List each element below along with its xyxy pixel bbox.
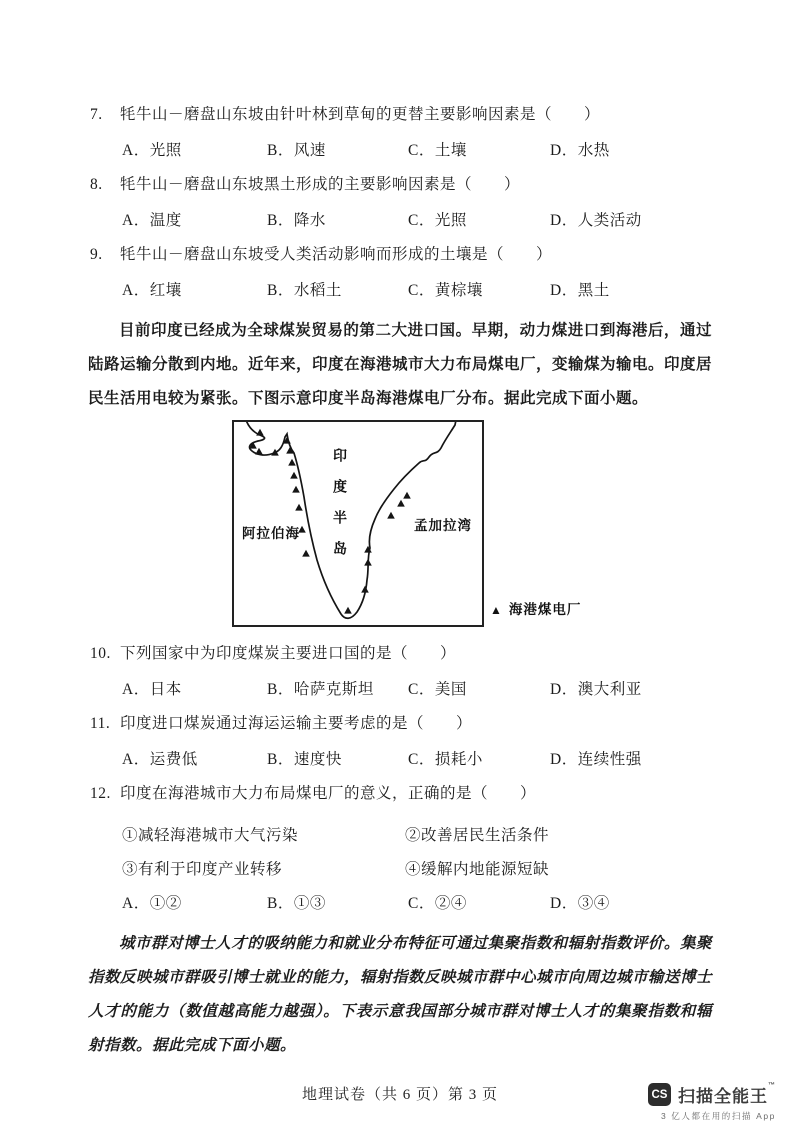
india-map-frame (232, 420, 484, 627)
option-a: A．运费低 (122, 751, 198, 768)
question-10-options (122, 679, 760, 701)
passage-india-coal: 目前印度已经成为全球煤炭贸易的第二大进口国。早期，动力煤进口到海港后，通过陆路运输分散到内地。近年来，印度在海港城市大力布局煤电厂，变输煤为输电。印度居民生活用电较为紧张。下图示意印度半岛海港煤电厂分布。据此完成下面小题。 (88, 322, 713, 407)
question-number: 11. (90, 715, 111, 732)
coal-plant-marker (295, 504, 303, 511)
option-b: B．①③ (267, 895, 326, 912)
coal-plant-marker (364, 546, 372, 553)
coal-plant-marker (344, 607, 352, 614)
question-stem: 牦牛山－磨盘山东坡受人类活动影响而形成的土壤是（ ） (120, 246, 553, 263)
option-d: D．黑土 (550, 282, 610, 299)
coal-plant-marker (403, 492, 411, 499)
coal-plant-marker (288, 459, 296, 466)
question-11-options (122, 749, 760, 771)
option-a: A．光照 (122, 142, 182, 159)
option-a: A．日本 (122, 681, 182, 698)
coal-plant-marker (271, 449, 279, 456)
question-7-options (122, 140, 760, 162)
option-c: C．②④ (408, 895, 467, 912)
option-d: D．连续性强 (550, 751, 642, 768)
option-b: B．降水 (267, 212, 326, 229)
coal-plant-marker (255, 448, 263, 455)
question-stem: 下列国家中为印度煤炭主要进口国的是（ ） (120, 645, 457, 662)
question-11 (90, 713, 740, 735)
question-8 (90, 174, 740, 196)
question-number: 7. (90, 106, 103, 123)
subitem-2: ②改善居民生活条件 (405, 827, 550, 844)
label-india-peninsula: 印度半岛 (331, 448, 346, 572)
option-b: B．哈萨克斯坦 (267, 681, 374, 698)
option-b: B．风速 (267, 142, 326, 159)
coal-plant-marker (256, 429, 264, 436)
option-c: C．土壤 (408, 142, 467, 159)
passage-city-cluster: 城市群对博士人才的吸纳能力和就业分布特征可通过集聚指数和辐射指数评价。集聚指数反映城市群吸引博士就业的能力，辐射指数反映城市群中心城市向周边城市输送博士人才的能力（数值越高能力越强）。下表示意我国部分城市群对博士人才的集聚指数和辐射指数。据此完成下面小题。 (88, 935, 713, 1054)
option-c: C．美国 (408, 681, 467, 698)
question-stem: 印度进口煤炭通过海运运输主要考虑的是（ ） (120, 715, 473, 732)
option-b: B．水稻土 (267, 282, 342, 299)
camscanner-logo-icon: CS (648, 1083, 671, 1106)
question-9-options (122, 280, 760, 302)
option-a: A．红壤 (122, 282, 182, 299)
scanner-watermark (648, 1082, 776, 1122)
coal-plant-marker (290, 472, 298, 479)
question-stem: 牦牛山－磨盘山东坡由针叶林到草甸的更替主要影响因素是（ ） (120, 106, 601, 123)
option-a: A．①② (122, 895, 182, 912)
scanner-app-name (678, 1082, 776, 1107)
question-12 (90, 783, 740, 805)
label-bay-of-bengal: 孟加拉湾 (414, 518, 472, 533)
option-d: D．人类活动 (550, 212, 642, 229)
coal-plant-marker (387, 512, 395, 519)
subitem-3: ③有利于印度产业转移 (122, 861, 283, 878)
label-arabian-sea: 阿拉伯海 (242, 526, 300, 541)
option-c: C．黄棕壤 (408, 282, 483, 299)
question-8-options (122, 210, 760, 232)
map-legend (490, 598, 581, 618)
trademark-mark: ™ (768, 1082, 776, 1089)
india-map-figure (232, 420, 792, 631)
option-c: C．光照 (408, 212, 467, 229)
question-stem: 牦牛山－磨盘山东坡黑土形成的主要影响因素是（ ） (120, 176, 521, 193)
coal-plant-marker (361, 586, 369, 593)
coal-plant-marker (292, 486, 300, 493)
question-number: 9. (90, 246, 103, 263)
question-number: 8. (90, 176, 103, 193)
question-number: 10. (90, 645, 111, 662)
option-b: B．速度快 (267, 751, 342, 768)
coal-plant-marker (364, 559, 372, 566)
coal-plant-legend-icon: ▲ (490, 603, 503, 617)
subitem-1: ①减轻海港城市大气污染 (122, 827, 299, 844)
question-10 (90, 643, 740, 665)
scanner-app-name-text: 扫描全能王 (678, 1087, 768, 1106)
legend-label: 海港煤电厂 (508, 602, 582, 617)
question-7 (90, 104, 740, 126)
question-stem: 印度在海港城市大力布局煤电厂的意义，正确的是（ ） (120, 785, 537, 802)
option-c: C．损耗小 (408, 751, 483, 768)
page-footer: 地理试卷（共 6 页）第 3 页 (301, 1087, 498, 1103)
option-d: D．水热 (550, 142, 610, 159)
question-9 (90, 244, 740, 266)
coal-plant-marker (302, 550, 310, 557)
coal-plant-marker (397, 500, 405, 507)
subitem-4: ④缓解内地能源短缺 (405, 861, 550, 878)
scanner-tagline: 3 亿人都在用的扫描 App (661, 1111, 776, 1121)
question-12-options (122, 893, 760, 915)
question-number: 12. (90, 785, 111, 802)
option-d: D．③④ (550, 895, 610, 912)
option-a: A．温度 (122, 212, 182, 229)
option-d: D．澳大利亚 (550, 681, 642, 698)
question-12-subitems (122, 819, 760, 887)
